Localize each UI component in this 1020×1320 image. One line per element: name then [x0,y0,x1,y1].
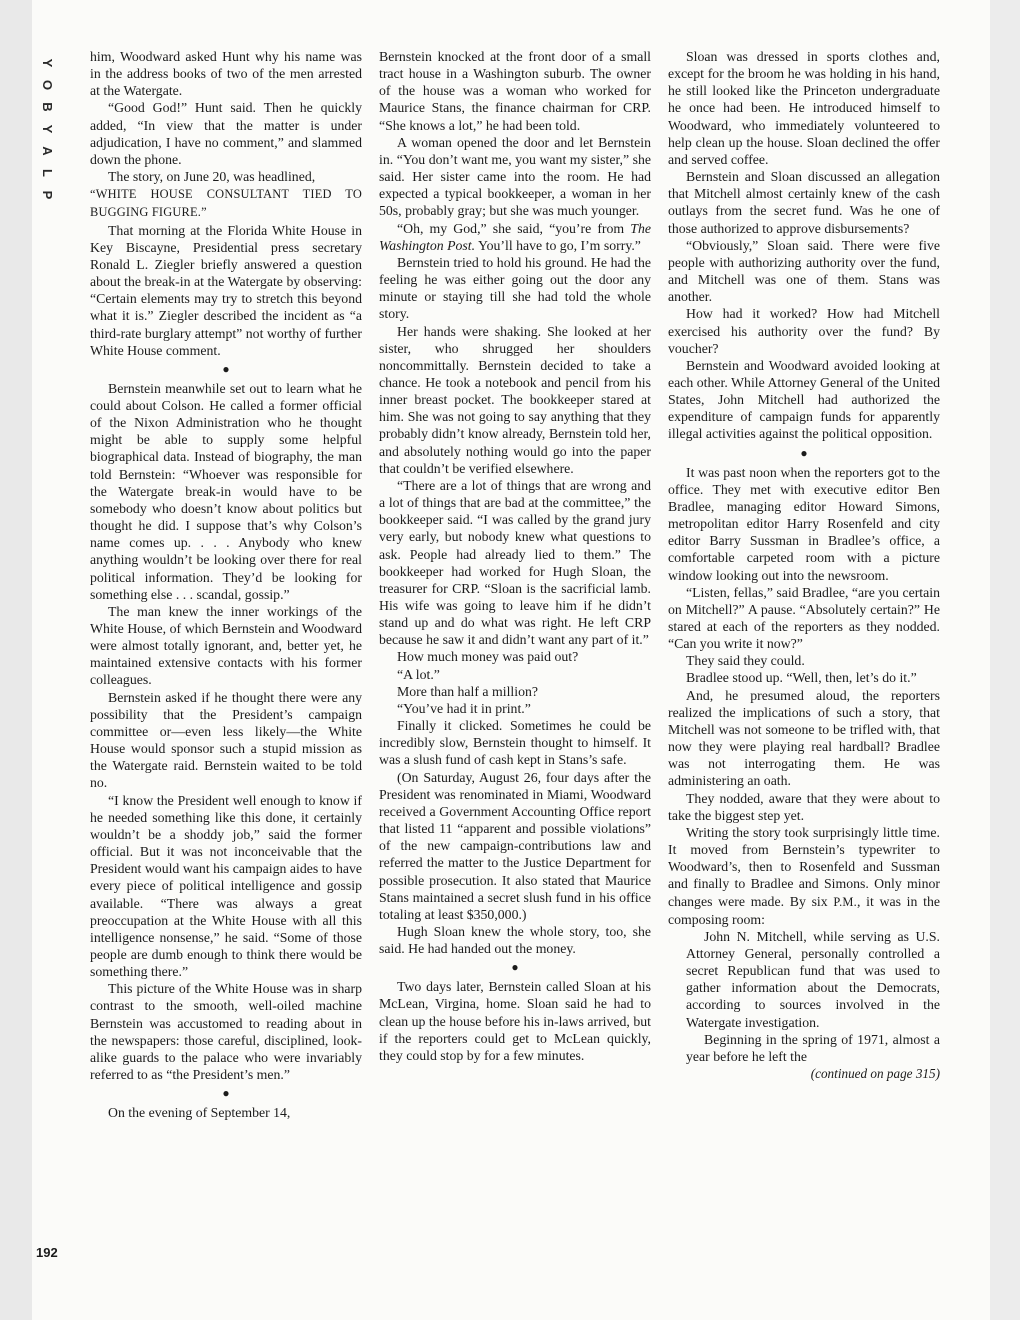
section-bullet: ● [800,445,808,460]
page-number: 192 [36,1245,58,1260]
paragraph: Sloan was dressed in sports clothes and, except for the broom he was holding in his hand, he still looked like the Princeton undergraduate he once had been. He introduced himself to Woodward, who immediately volunteered to help clean up the house. Sloan declined the offer and served coffee. [668,49,940,167]
text-run: “Oh, my God,” she said, “you’re from [397,220,625,236]
text-run: You’ll have to go, I’m sorry.” [475,237,641,253]
folio-letter: O [40,79,55,91]
paragraph: Bradlee stood up. “Well, then, let’s do it.” [686,670,917,686]
folio-letter: B [40,102,55,112]
paragraph: Two days later, Bernstein called Sloan at his McLean, Virgina, home. Sloan said he had to clean up the house before his in-laws arrived, but if the reporters could get to McLean quickly, they could stop by for a few minutes. [379,979,651,1063]
paragraph: Hugh Sloan knew the whole story, too, she said. He had handed out the money. [379,923,651,957]
paragraph [379,220,651,254]
folio-letter: L [40,169,55,177]
paragraph: On the evening of September 14, [108,1105,291,1121]
paragraph: Finally it clicked. Sometimes he could be incredibly slow, Bernstein thought to himself. It was a slush fund of cash kept in Stans’s safe. [379,718,651,768]
text-run: Writing the story took surprisingly little time. It moved from Bernstein’s typewriter to Woodward’s, then to Rosenfeld and Sussman and finally to Bradlee and Simons. Only minor changes were made. By six [668,824,940,909]
scan-margin-left [0,0,32,1320]
paragraph: The story, on June 20, was headlined, [108,169,316,185]
article-column-1 [90,48,362,1121]
paragraph: “A lot.” [397,666,440,682]
paragraph: How had it worked? How had Mitchell exercised his authority over the fund? By voucher? [668,306,940,356]
paragraph: Bernstein tried to hold his ground. He had the feeling he was either going out the door any minute or staying till she had told the whole story. [379,254,651,322]
article-column-3 [668,48,940,1082]
folio-letter: A [40,146,55,156]
article-column-2 [379,48,651,1064]
section-bullet: ● [222,361,230,376]
paragraph: “Listen, fellas,” said Bradlee, “are you certain on Mitchell?” A pause. “Absolutely certain?” He stared at each of the reporters as they nodded. “Can you write it now?” [668,584,940,652]
quote-paragraph: Beginning in the spring of 1971, almost a year before he left the [686,1031,940,1064]
folio-letter: Y [40,124,55,134]
continued-note: (continued on page 315) [810,1066,940,1082]
paragraph: “You’ve had it in print.” [397,700,531,716]
section-bullet: ● [222,1086,230,1101]
paragraph: Bernstein asked if he thought there were any possibility that the President’s campaign committee or—even less likely—the White House would sponsor such a stupid mission as the Watergate raid. Bernstein waited to be told no. [90,689,362,791]
paragraph: And, he presumed aloud, the reporters realized the implications of such a story, that Mitchell was not someone to be trifled with, that now they were playing real hardball? Bradlee was not interrogating them. He was administering an oath. [668,687,940,789]
folio-letter: P [40,190,55,200]
paragraph: Bernstein and Woodward avoided looking at each other. While Attorney General of the United States, John Mitchell had authorized the expenditure of campaign funds for apparently illegal activities against the political opposition. [668,357,940,442]
paragraph: The man knew the inner workings of the White House, of which Bernstein and Woodward were almost totally ignorant, and, better yet, he maintained extensive contacts with his former colleagues. [90,603,362,688]
paragraph: Bernstein knocked at the front door of a small tract house in a Washington suburb. The owner of the house was a woman who worked for Maurice Stans, the finance chairman for CRP. “She knows a lot,” he had been told. [379,49,651,133]
paragraph: (On Saturday, August 26, four days after the President was renominated in Miami, Woodward received a Government Accounting Office report that listed 11 “apparent and possible violations” of the new campaign-contributions law and referred the matter to the Justice Department for possible prosecution. It also stated that Maurice Stans maintained a secret slush fund in his office totaling at least $350,000.) [379,769,651,922]
paragraph: That morning at the Florida White House in Key Biscayne, Presidential press secretary Ronald L. Ziegler briefly answered a question about the break-in at the Watergate by observing: “Certain elements may try to stretch this beyond what it is.” Ziegler described the incident as “a third-rate burglary attempt” not worthy of further White House comment. [90,222,362,358]
text-run: , it was in the composing room: [668,893,940,927]
magazine-page [32,0,990,1320]
paragraph: Bernstein meanwhile set out to learn what he could about Colson. He called a former official of the Nixon Administration who he thought might be able to supply some helpful biographical data. Instead of biography, the man told Bernstein: “Whoever was responsible for the Watergate break-in would have to be somebody who doesn’t know about politics but thought he did. I suppose that’s why Colson’s name comes up. . . . Anybody who knew anything wouldn’t be looking over there for real political information. They’d be looking for something else . . . scandal, gossip.” [90,380,362,602]
section-bullet: ● [511,960,519,975]
quote-paragraph: John N. Mitchell, while serving as U.S. Attorney General, personally controlled a secret Republican fund that was used to gather information about the Democrats, according to sources involved in the Watergate investigation. [686,928,940,1030]
paragraph: They nodded, aware that they were about to take the biggest step yet. [668,790,940,823]
paragraph: They said they could. [686,653,805,669]
paragraph: “Good God!” Hunt said. Then he quickly added, “In view that the matter is under adjudication, I have no comment,” and slammed down the phone. [90,100,362,167]
paragraph: A woman opened the door and let Bernstein in. “You don’t want me, you want my sister,” she said. Her sister came into the room. He had expected a typical bookkeeper, a woman in her 50s, probably gray; but she was much younger. [379,134,651,219]
paragraph: him, Woodward asked Hunt why his name was in the address books of two of the men arrested at the Watergate. [90,49,362,99]
magazine-folio-vertical [34,52,60,206]
paragraph: Bernstein and Sloan discussed an allegation that Mitchell almost certainly knew of the cash outlays from the secret fund. Was he one of those authorized to approve disbursements? [668,169,940,236]
time-abbrev: P.M. [833,894,857,909]
paragraph: This picture of the White House was in sharp contrast to the smooth, well-oiled machine Bernstein was accustomed to reading about in the newspapers: those careful, disciplined, look-alike guards to the palace who were invariably referred to as “the President’s men.” [90,981,362,1083]
paragraph: “There are a lot of things that are wrong and a lot of things that are bad at the committee,” the bookkeeper said. “I was called by the grand jury very early, but nobody knew what questions to ask. People had already lied to them.” The bookkeeper had worked for Hugh Sloan, the treasurer for CRP. “Sloan is the sacrificial lamb. His wife was going to leave him if he didn’t stand up and do what was right. He left CRP because he saw it and didn’t want any part of it.” [379,477,651,648]
headline-text: “WHITE HOUSE CONSULTANT TIED TO BUGGING FIGURE.” [90,187,362,220]
paragraph: How much money was paid out? [397,649,579,665]
block-quote [668,928,940,1065]
newspaper-title: The Washington Post. [379,220,651,253]
paragraph: More than half a million? [397,683,538,699]
folio-letter: Y [40,58,55,68]
scan-margin-right [990,0,1020,1320]
paragraph: It was past noon when the reporters got to the office. They met with executive editor Ben Bradlee, managing editor Howard Simons, metropolitan editor Harry Rosenfeld and city editor Barry Sussman in Bradlee’s office, a comfortable carpeted room with a picture window looking out into the newsroom. [668,464,940,583]
paragraph: “I know the President well enough to know if he needed something like this done, it certainly wouldn’t be a shoddy job,” said the former official. But it was not inconceivable that the President would want his campaign aides to have every piece of political intelligence and gossip available. “There was always a great preoccupation at the White House with all this intelligence nonsense,” he said. “Some of those people are dumb enough to think there would be something there.” [90,792,362,980]
paragraph: “Obviously,” Sloan said. There were five people with authorizing authority over the fund, and Mitchell was one of them. Stans was another. [668,237,940,305]
headline-quote [90,185,362,221]
paragraph [668,824,940,928]
paragraph: Her hands were shaking. She looked at her sister, who shrugged her shoulders noncommittally. Bernstein decided to take a chance. He took a notebook and pencil from his inner breast pocket. The bookkeeper stared at him. She was not going to say anything that they probably didn’t know already, Bernstein told her, and absolutely nothing would go into the paper that couldn’t be verified elsewhere. [379,323,651,476]
